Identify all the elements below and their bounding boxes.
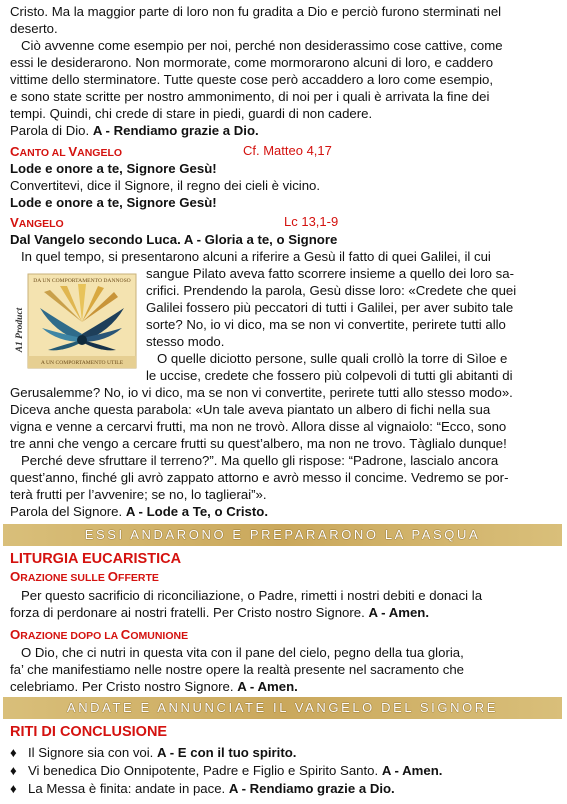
gospel-line: vigna e venne a cercarvi frutti, ma non ne trovò. Allora disse al vignaiolo: “Ecco, sono bbox=[10, 419, 507, 434]
gospel-line: crifici. Prendendo la parola, Gesù disse loro: «Credete che quei bbox=[146, 283, 517, 298]
section-band: ANDATE E ANNUNCIATE IL VANGELO DEL SIGNORE bbox=[3, 697, 562, 719]
gospel-title: VANGELO bbox=[10, 215, 64, 230]
canto-acclamation: Lode e onore a te, Signore Gesù! bbox=[10, 161, 217, 176]
diamond-bullet-icon: ♦ bbox=[10, 745, 17, 760]
comunione-line: O Dio, che ci nutri in questa vita con il pane del cielo, pegno della tua gloria, bbox=[10, 645, 464, 660]
reading-line: Ciò avvenne come esempio per noi, perché non desiderassimo cose cattive, come bbox=[10, 38, 503, 53]
diamond-bullet-icon: ♦ bbox=[10, 763, 17, 778]
canto-acclamation-repeat: Lode e onore a te, Signore Gesù! bbox=[10, 195, 217, 210]
reading-line: Cristo. Ma la maggior parte di loro non fu gradita a Dio e perciò furono sterminati nel bbox=[10, 4, 502, 19]
diamond-bullet-icon: ♦ bbox=[10, 781, 17, 796]
reading-line: essi le desiderarono. Non mormorate, come mormorarono alcuni di loro, e caddero bbox=[10, 55, 494, 70]
offerte-line: Per questo sacrificio di riconciliazione, o Padre, rimetti i nostri debiti e donaci la bbox=[10, 588, 483, 603]
reading-line: vittime dello sterminatore. Tutte queste cose però accaddero a loro come esempio, bbox=[10, 72, 494, 87]
reading-line: tempi. Quindi, chi crede di stare in piedi, guardi di non cadere. bbox=[10, 106, 373, 121]
riti-item: ♦ La Messa è finita: andate in pace. A - Rendiamo grazie a Dio. bbox=[10, 781, 395, 796]
gospel-line: Galilei fossero più peccatori di tutti i Galilei, per aver subito tale bbox=[146, 300, 514, 315]
gospel-line: In quel tempo, si presentarono alcuni a riferire a Gesù il fatto di quei Galilei, il cui bbox=[10, 249, 491, 264]
gospel-reference: Lc 13,1-9 bbox=[284, 214, 339, 229]
image-top-caption: DA UN COMPORTAMENTO DANNOSO bbox=[33, 278, 131, 284]
liturgia-title: LITURGIA EUCARISTICA bbox=[10, 551, 182, 567]
gospel-line: sorte? No, io vi dico, ma se non vi convertite, perirete tutti allo bbox=[146, 317, 506, 332]
offerte-title: ORAZIONE SULLE OFFERTE bbox=[10, 569, 159, 584]
riti-item: ♦ Vi benedica Dio Onnipotente, Padre e Figlio e Spirito Santo. A - Amen. bbox=[10, 763, 443, 778]
comunione-line: fa’ che manifestiamo nelle nostre opere la realtà presente nel sacramento che bbox=[10, 662, 465, 677]
riti-title: RITI DI CONCLUSIONE bbox=[10, 724, 168, 740]
reading-close bbox=[10, 122, 259, 139]
canto-title: CANTO AL VANGELO bbox=[10, 144, 123, 159]
comunione-title: ORAZIONE DOPO LA COMUNIONE bbox=[10, 627, 189, 642]
gospel-line: Perché deve sfruttare il terreno?”. Ma quello gli rispose: “Padrone, lascialo ancora bbox=[10, 453, 499, 468]
riti-item: ♦ Il Signore sia con voi. A - E con il tuo spirito. bbox=[10, 745, 297, 760]
canto-reference: Cf. Matteo 4,17 bbox=[243, 143, 332, 158]
gospel-line: quest’anno, finché gli avrò zappato attorno e avrò messo il concime. Vedremo se por- bbox=[10, 470, 509, 485]
gospel-line: Gerusalemme? No, io vi dico, ma se non vi convertite, perirete tutti allo stesso modo». bbox=[10, 385, 513, 400]
image-bottom-caption: A UN COMPORTAMENTO UTILE bbox=[40, 360, 124, 366]
gospel-line: Diceva anche questa parabola: «Un tale aveva piantato un albero di fichi nella sua bbox=[10, 402, 491, 417]
reading-line: e sono state scritte per nostro ammonimento, di noi per i quali è arrivata la fine dei bbox=[10, 89, 490, 104]
gospel-line: terà frutti per l’avvenire; se no, lo taglierai”». bbox=[10, 487, 267, 502]
gospel-line: sangue Pilato aveva fatto scorrere insieme a quello dei loro sa- bbox=[146, 266, 514, 281]
section-band: ESSI ANDARONO E PREPARARONO LA PASQUA bbox=[3, 524, 562, 546]
gospel-intro: Dal Vangelo secondo Luca. A - Gloria a te, o Signore bbox=[10, 232, 338, 247]
reading-line: deserto. bbox=[10, 21, 58, 36]
image-side-label: A1 Product bbox=[15, 307, 25, 353]
reading-close-text: Parola di Dio. bbox=[10, 123, 93, 138]
gospel-line: tre anni che vengo a cercare frutti su quest’albero, ma non ne trovo. Tàglialo dunque! bbox=[10, 436, 507, 451]
gospel-close: Parola del Signore. A - Lode a Te, o Cristo. bbox=[10, 504, 268, 519]
gospel-line: stesso modo. bbox=[146, 334, 225, 349]
comunione-line-3: celebriamo. Per Cristo nostro Signore. A - Amen. bbox=[10, 679, 298, 694]
gospel-line: le uccise, credete che fossero più colpevoli di tutti gli abitanti di bbox=[146, 368, 513, 383]
offerte-line-2: forza di perdonare ai nostri fratelli. Per Cristo nostro Signore. A - Amen. bbox=[10, 605, 430, 620]
gospel-line: O quelle diciotto persone, sulle quali crollò la torre di Sìloe e bbox=[146, 351, 508, 366]
reading-close-response: A - Rendiamo grazie a Dio. bbox=[92, 123, 259, 138]
canto-verse: Convertitevi, dice il Signore, il regno dei cieli è vicino. bbox=[10, 178, 321, 193]
illustration bbox=[14, 272, 138, 370]
